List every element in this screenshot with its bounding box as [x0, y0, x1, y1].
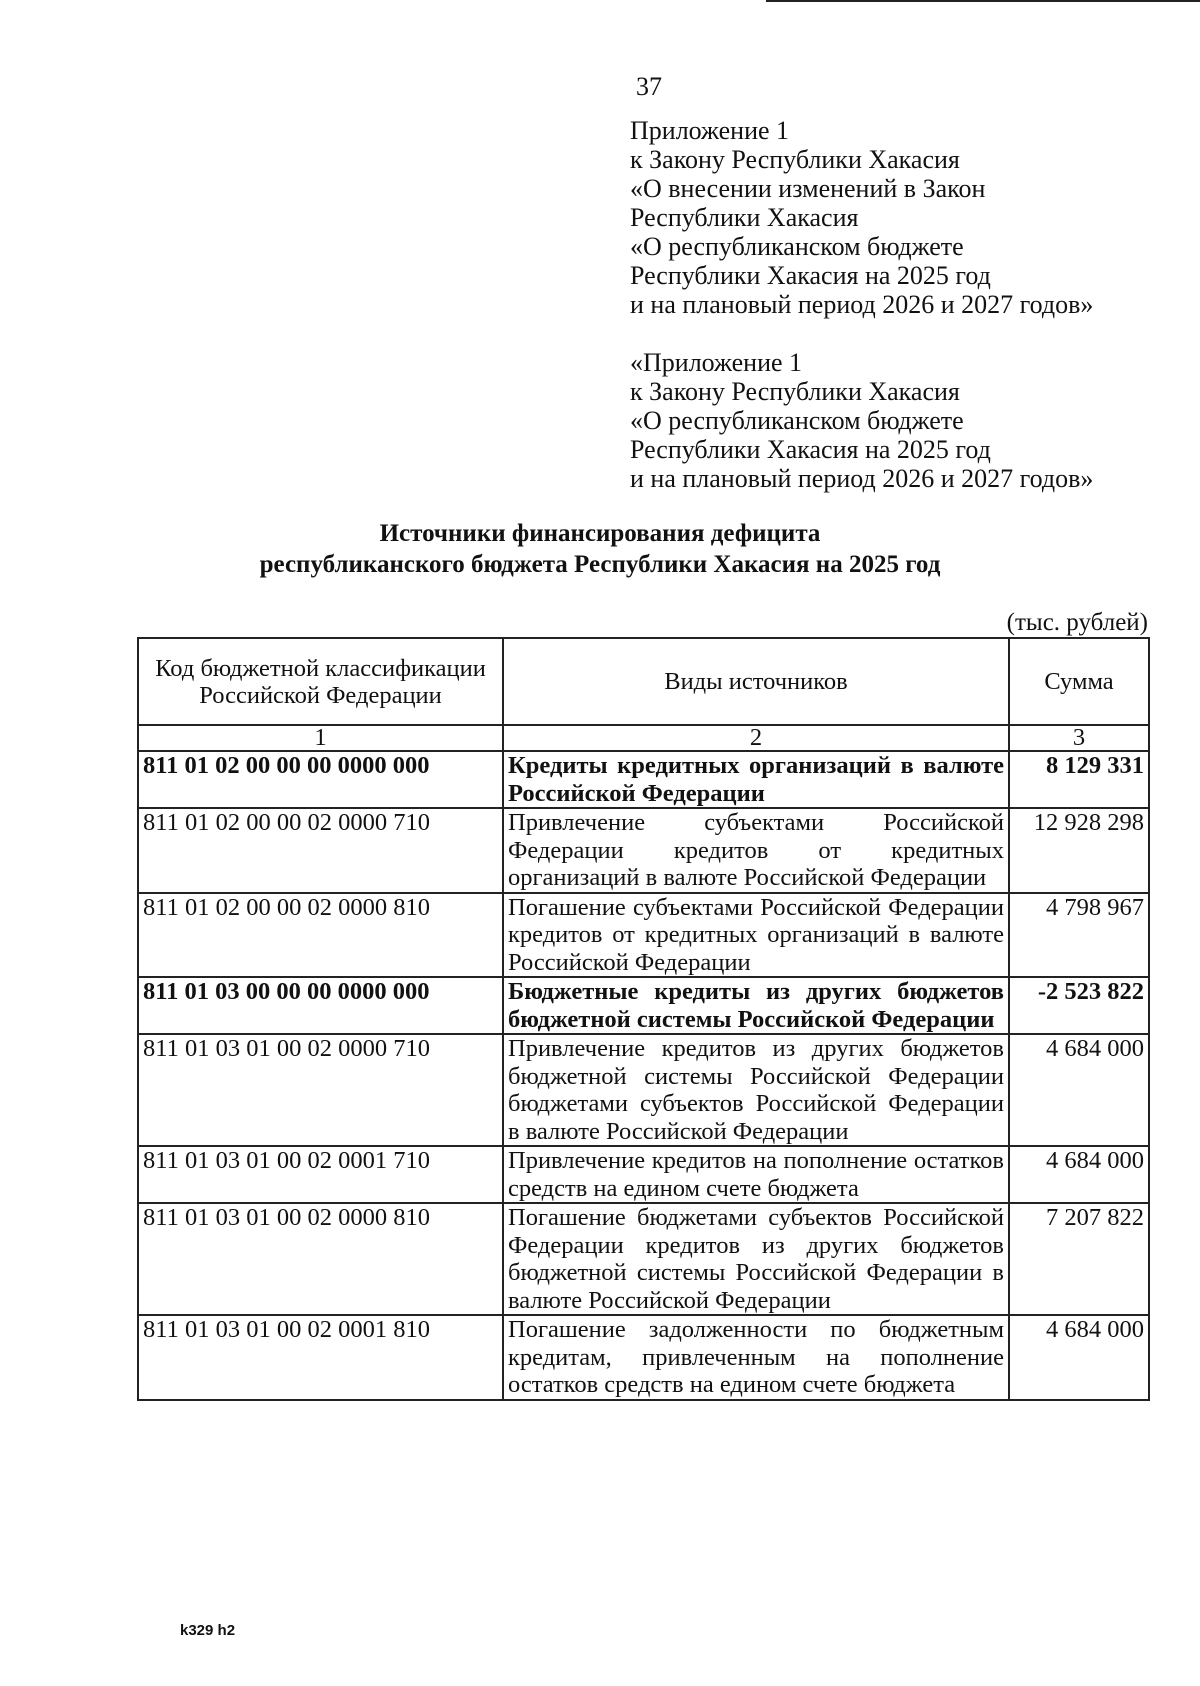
- table-row: [138, 1146, 1149, 1203]
- row-amount: 8 129 331: [1009, 751, 1149, 808]
- annex-original-line: Республики Хакасия на 2025 год: [630, 435, 991, 464]
- annex-header: [630, 116, 1093, 319]
- scan-edge-line: [766, 0, 1200, 2]
- annex-original-line: и на плановый период 2026 и 2027 годов»: [630, 464, 1094, 493]
- row-amount: 4 684 000: [1009, 1146, 1149, 1203]
- annex-header-line: к Закону Республики Хакасия: [630, 145, 960, 174]
- row-description: Кредиты кредитных организаций в валюте Российской Федерации: [503, 751, 1009, 808]
- column-number: 3: [1009, 725, 1149, 751]
- row-description: Погашение бюджетами субъектов Российской Федерации кредитов из других бюджетов бюджетной системы Российской Федерации в валюте Российской Федерации: [503, 1203, 1009, 1315]
- row-description: Привлечение субъектами Российской Федерации кредитов от кредитных организаций в валюте Российской Федерации: [503, 808, 1009, 893]
- annex-header-line: Приложение 1: [630, 116, 790, 145]
- table-row: [138, 893, 1149, 978]
- table-row: [138, 1203, 1149, 1315]
- annex-original-line: «О республиканском бюджете: [630, 406, 964, 435]
- header-amount: Сумма: [1009, 638, 1149, 725]
- row-description: Привлечение кредитов на пополнение остатков средств на едином счете бюджета: [503, 1146, 1009, 1203]
- row-code: 811 01 02 00 00 00 0000 000: [138, 751, 503, 808]
- row-code: 811 01 02 00 00 02 0000 710: [138, 808, 503, 893]
- column-number-row: [138, 725, 1149, 751]
- row-code: 811 01 03 01 00 02 0001 710: [138, 1146, 503, 1203]
- row-amount: 7 207 822: [1009, 1203, 1149, 1315]
- annex-original-line: к Закону Республики Хакасия: [630, 377, 960, 406]
- row-description: Погашение субъектами Российской Федерации кредитов от кредитных организаций в валюте Российской Федерации: [503, 893, 1009, 978]
- row-description: Привлечение кредитов из других бюджетов бюджетной системы Российской Федерации бюджетами субъектов Российской Федерации в валюте Российской Федерации: [503, 1034, 1009, 1146]
- footer-code: k329 h2: [180, 1622, 236, 1639]
- row-amount: 4 684 000: [1009, 1315, 1149, 1400]
- annex-header-line: Республики Хакасия на 2025 год: [630, 261, 991, 290]
- document-title-line-1: Источники финансирования дефицита: [379, 520, 821, 547]
- header-type: Виды источников: [503, 638, 1009, 725]
- table-row: [138, 1315, 1149, 1400]
- table-row: [138, 1034, 1149, 1146]
- column-number: 1: [138, 725, 503, 751]
- row-code: 811 01 03 01 00 02 0000 810: [138, 1203, 503, 1315]
- annex-original-line: «Приложение 1: [630, 348, 803, 377]
- header-code: Код бюджетной классификации Российской Федерации: [138, 638, 503, 725]
- row-description: Погашение задолженности по бюджетным кредитам, привлеченным на пополнение остатков средств на едином счете бюджета: [503, 1315, 1009, 1400]
- column-number: 2: [503, 725, 1009, 751]
- row-amount: 4 684 000: [1009, 1034, 1149, 1146]
- row-code: 811 01 03 01 00 02 0000 710: [138, 1034, 503, 1146]
- document-title-line-2: республиканского бюджета Республики Хакасия на 2025 год: [259, 551, 941, 578]
- row-code: 811 01 03 01 00 02 0001 810: [138, 1315, 503, 1400]
- annex-original: [630, 348, 1093, 493]
- row-amount: -2 523 822: [1009, 977, 1149, 1034]
- row-amount: 12 928 298: [1009, 808, 1149, 893]
- row-description: Бюджетные кредиты из других бюджетов бюджетной системы Российской Федерации: [503, 977, 1009, 1034]
- page-number: 37: [636, 72, 662, 101]
- annex-header-line: Республики Хакасия: [630, 203, 859, 232]
- table-row: [138, 751, 1149, 808]
- table-row: [138, 977, 1149, 1034]
- annex-header-line: «О внесении изменений в Закон: [630, 174, 986, 203]
- annex-header-line: и на плановый период 2026 и 2027 годов»: [630, 290, 1094, 319]
- row-amount: 4 798 967: [1009, 893, 1149, 978]
- document-title: [0, 518, 1200, 580]
- units-label: (тыс. рублей): [1006, 609, 1148, 636]
- annex-header-line: «О республиканском бюджете: [630, 232, 964, 261]
- table-row: [138, 808, 1149, 893]
- row-code: 811 01 03 00 00 00 0000 000: [138, 977, 503, 1034]
- table-header-row: [138, 638, 1149, 725]
- row-code: 811 01 02 00 00 02 0000 810: [138, 893, 503, 978]
- financing-sources-table: [137, 637, 1150, 1401]
